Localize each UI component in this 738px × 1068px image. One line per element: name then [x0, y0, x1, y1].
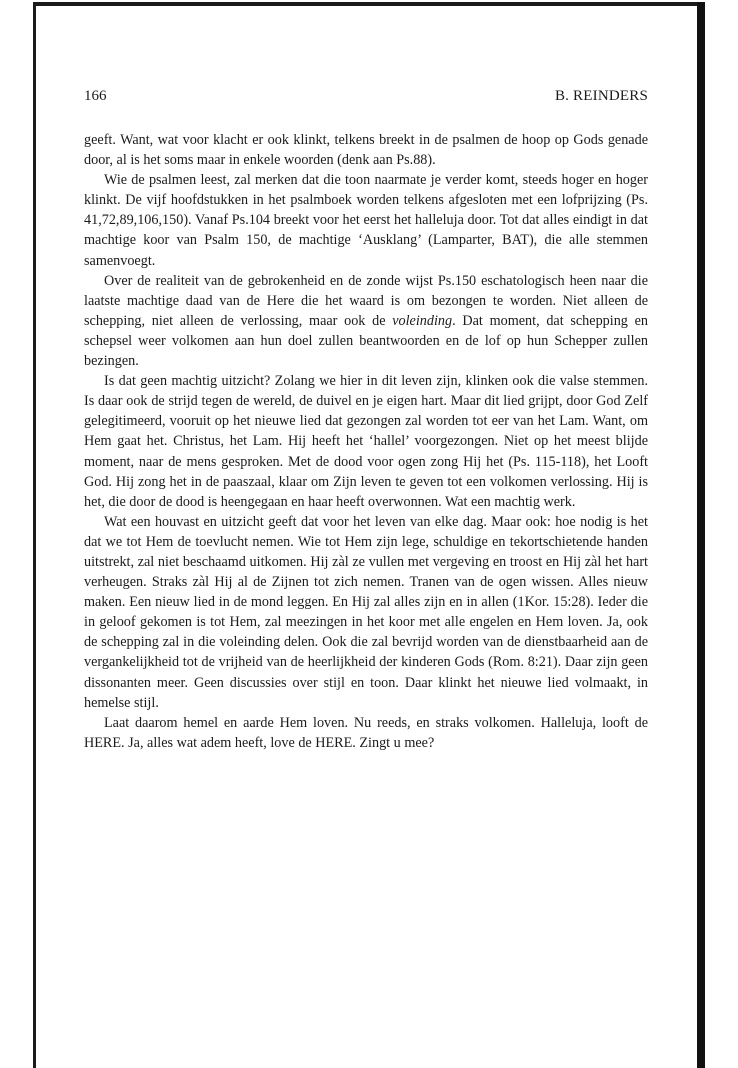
scan-border-left	[33, 2, 36, 1068]
scan-border-top	[33, 2, 703, 6]
scan-border-right	[697, 2, 705, 1068]
running-head-author: B. REINDERS	[554, 88, 648, 104]
paragraph-2: Wie de psalmen leest, zal merken dat die toon naarmate je verder komt, steeds hoger en hoger klinkt. De vijf hoofdstukken in het psalmboek worden telkens afgesloten met een lofprijzing (Ps. 41,72,89,106,150). Vanaf Ps.104 breekt voor het eerst het halleluja door. Tot dat alles eindigt in dat machtige koor van Psalm 150, de machtige ‘Ausklang’ (Lamparter, BAT), die alle stemmen samenvoegt.	[84, 172, 648, 269]
paragraph-6: Laat daarom hemel en aarde Hem loven. Nu reeds, en straks volkomen. Halleluja, looft de HERE. Ja, alles wat adem heeft, love de HERE. Zingt u mee?	[84, 714, 648, 751]
body-text	[84, 130, 648, 753]
paragraph-5: Wat een houvast en uitzicht geeft dat voor het leven van elke dag. Maar ook: hoe nodig is het dat we tot Hem de toevlucht nemen. Wie tot Hem zijn lege, schuldige en tekortschietende handen uitstrekt, zal niet beschaamd uitkomen. Hij zàl ze vullen met vergeving en troost en Hij zàl het hart verheugen. Straks zàl Hij al de Zijnen tot zich nemen. Tranen van de ogen wissen. Alles nieuw maken. Een nieuw lied in de mond leggen. En Hij zal alles zijn en in allen (1Kor. 15:28). Ieder die in geloof gekomen is tot Hem, zal meezingen in het koor met alle engelen en Hem loven. Ja, ook de schepping zal in die voleinding delen. Ook die zal bevrijd worden van de dienstbaarheid aan de vergankelijkheid tot de vrijheid van de heerlijkheid der kinderen Gods (Rom. 8:21). Daar zijn geen dissonanten meer. Geen discussies over stijl en toon. Daar klinkt het nieuwe lied volmaakt, in hemelse stijl.	[84, 513, 648, 711]
paragraph-4: Is dat geen machtig uitzicht? Zolang we hier in dit leven zijn, klinken ook die valse stemmen. Is daar ook de strijd tegen de wereld, de duivel en je eigen hart. Maar dit lied grijpt, door God Zelf gelegitimeerd, vooruit op het nieuwe lied dat gezongen zal worden tot eer van het Lam. Want, om Hem gaat het. Christus, het Lam. Hij heeft het ‘hallel’ voorgezongen. Niet op het meest blijde moment, naar de mens gesproken. Met de dood voor ogen zong Hij het (Ps. 115-118), het Looft God. Hij zong het in de paaszaal, klaar om Zijn leven te geven tot een volkomen verlossing. Hij is het, die door de dood is heengegaan en haar heeft overwonnen. Wat een machtig werk.	[84, 373, 648, 510]
paragraph-3-text-after: . Dat moment, dat schepping en schepsel weer volkomen aan hun doel zullen beantwoorden en de lof op hun Schepper zullen bezingen.	[84, 312, 648, 370]
running-head	[84, 88, 648, 110]
paragraph-3-text-before: Over de realiteit van de gebrokenheid en de zonde wijst Ps.150 eschatologisch heen naar die laatste machtige daad van de Here die het waard is om bezongen te worden. Niet alleen de schepping, niet alleen de verlossing, maar ook de	[84, 272, 648, 329]
emphasis-voleinding: voleinding	[392, 312, 453, 329]
paragraph-1: geeft. Want, wat voor klacht er ook klinkt, telkens breekt in de psalmen de hoop op Gods genade door, al is het soms maar in enkele woorden (denk aan Ps.88).	[84, 132, 648, 169]
paragraph-3	[84, 271, 648, 371]
page-number: 166	[84, 88, 107, 104]
book-page	[84, 88, 648, 753]
